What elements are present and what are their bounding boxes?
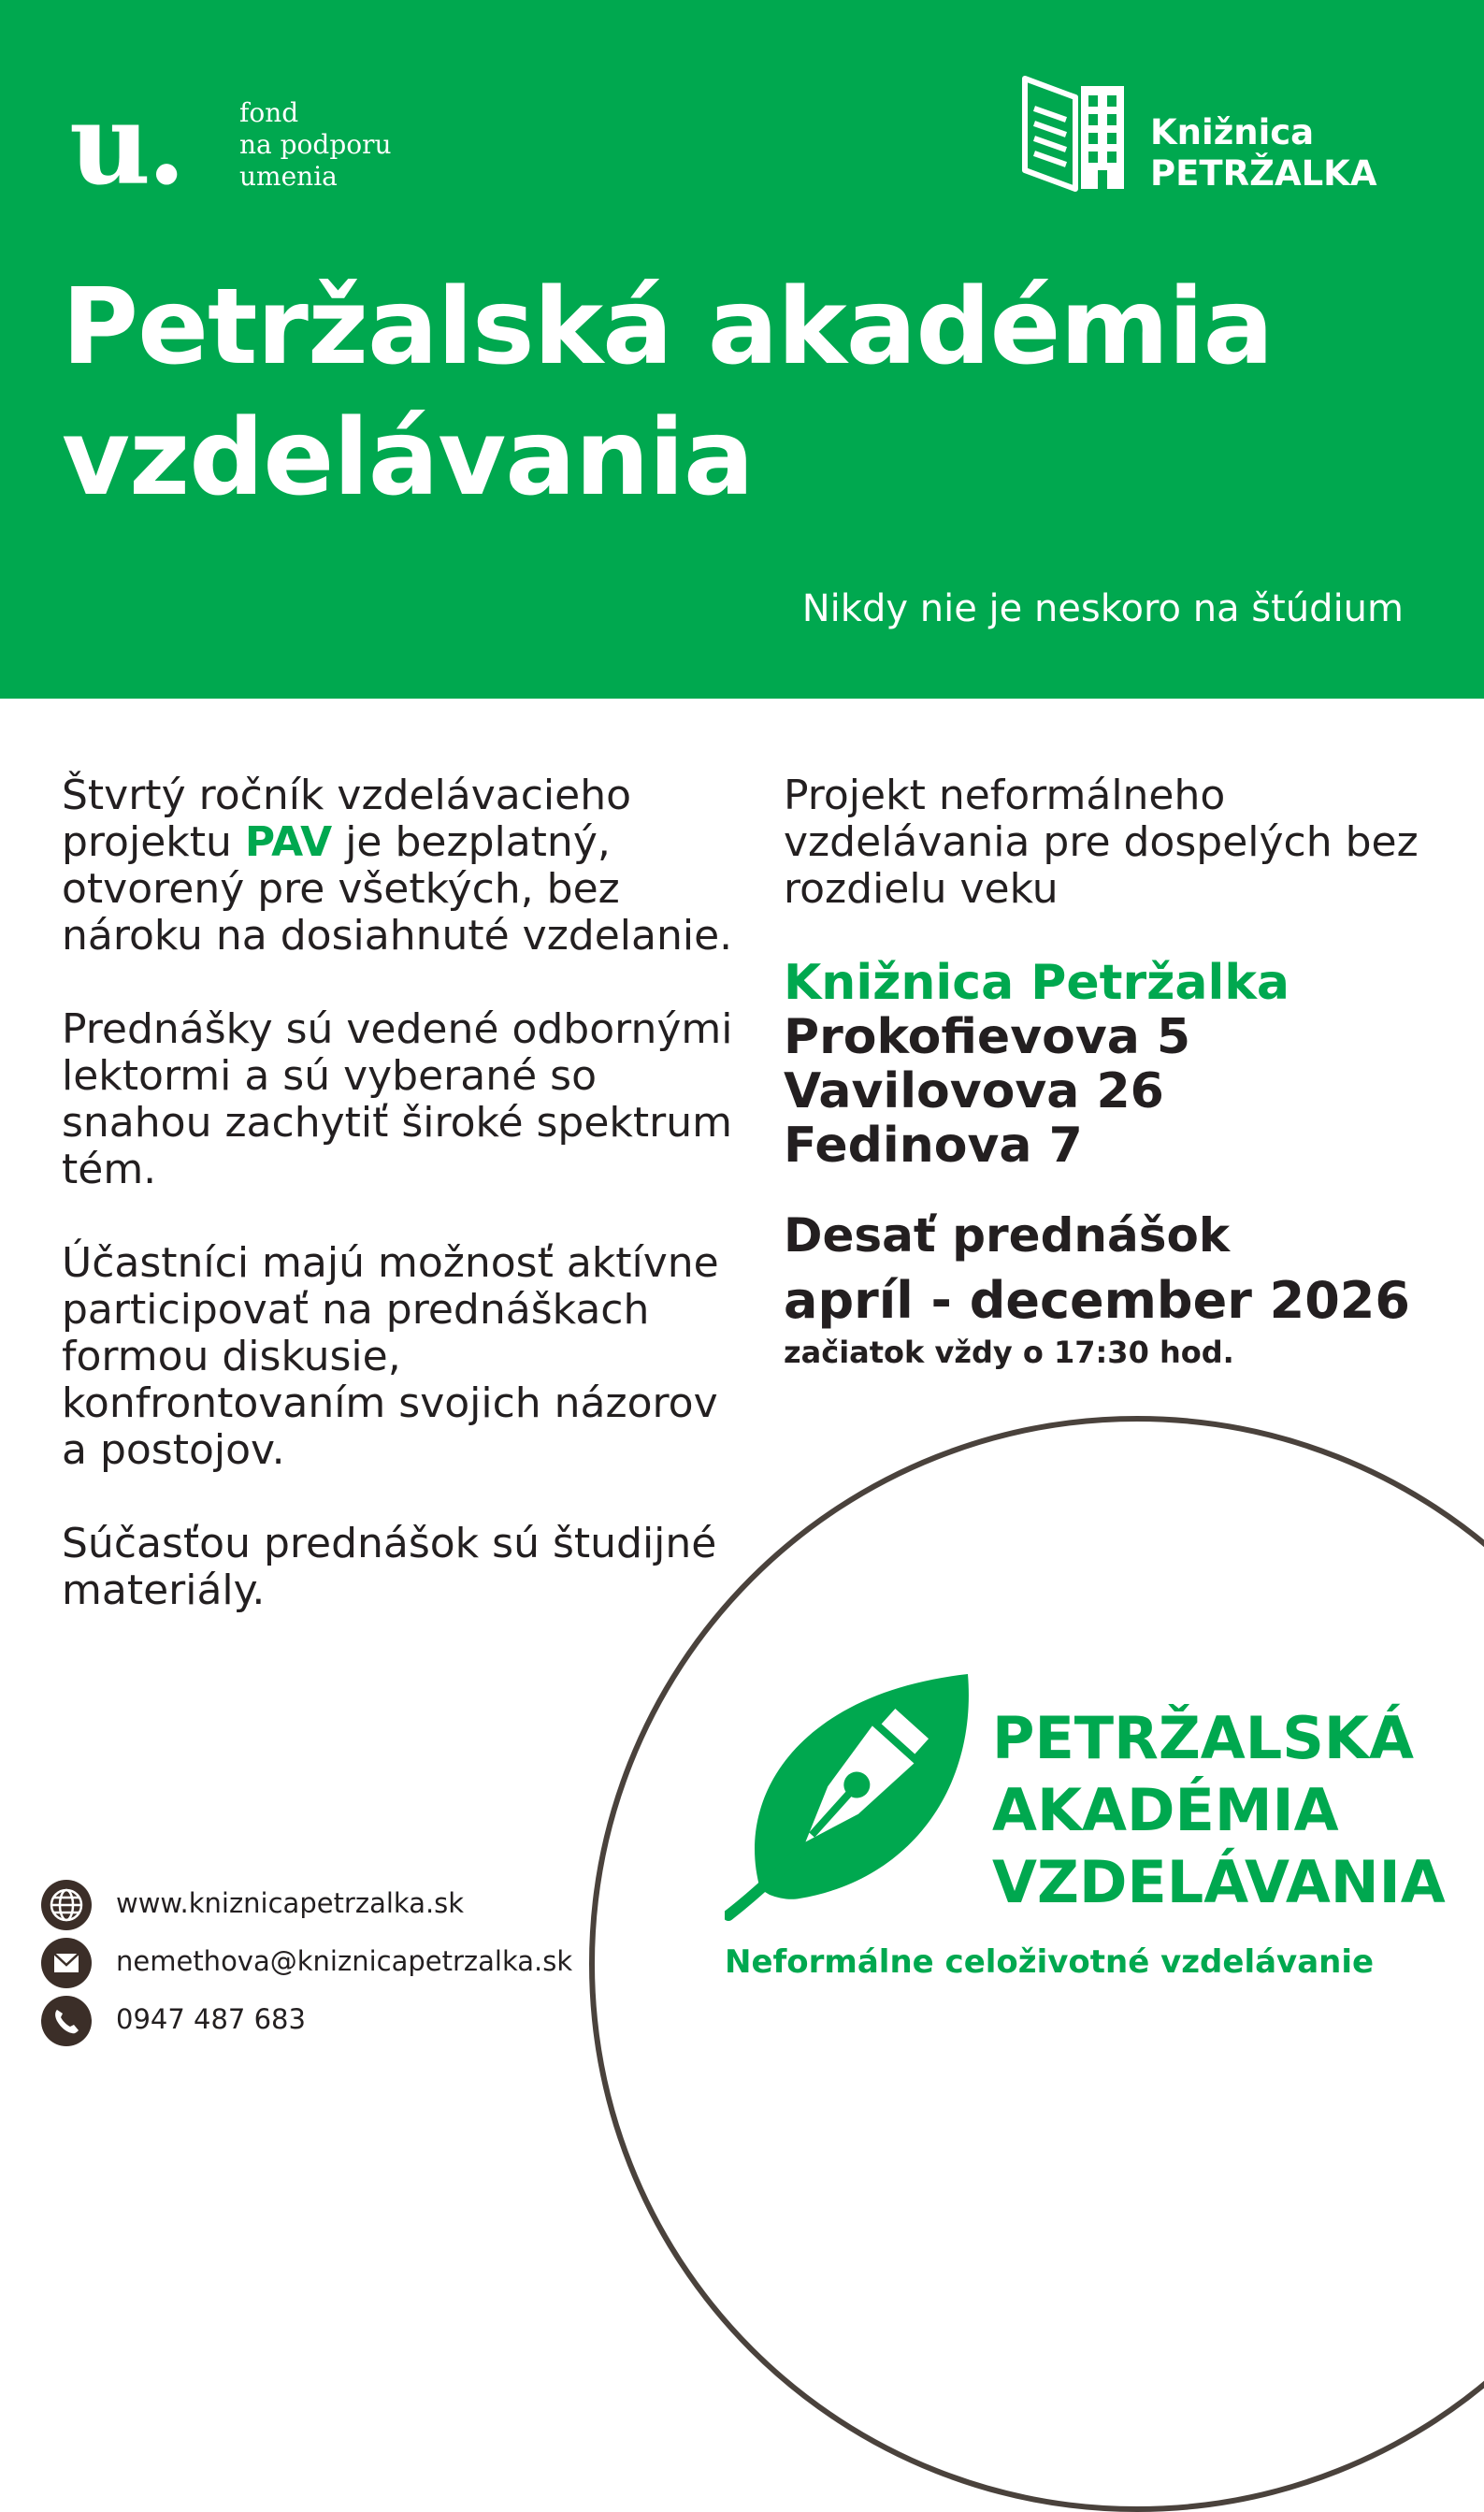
lectures-dates: apríl - december 2026 [784, 1271, 1410, 1330]
lectures-time: začiatok vždy o 17:30 hod. [784, 1335, 1234, 1370]
description-paragraph: Prednášky sú vedené odbornými lektormi a sú vyberané so snahou zachytiť široké spektrum tém. [62, 1005, 733, 1193]
phone-icon [41, 1996, 92, 2046]
description-paragraph [62, 772, 735, 960]
pav-tagline: Neformálne celoživotné vzdelávanie [725, 1943, 1375, 1981]
pav-logo-text [992, 1702, 1446, 1918]
fund-logo-mark: u. [69, 79, 183, 210]
pav-highlight: PAV [244, 818, 333, 866]
page-subtitle: Nikdy nie je neskoro na štúdium [801, 587, 1404, 630]
info-column [784, 772, 1438, 1371]
fund-logo-text [239, 97, 392, 193]
pav-logo-line3: VZDELÁVANIA [992, 1848, 1446, 1916]
library-logo-line2: PETRŽALKA [1150, 153, 1377, 194]
lectures-count: Desať prednášok [784, 1208, 1231, 1263]
pen-leaf-icon [725, 1665, 987, 1936]
library-logo-text [1150, 112, 1376, 195]
p1-before: Štvrtý ročník vzdelávacieho projektu [62, 772, 632, 866]
fund-logo [69, 79, 425, 210]
fund-logo-line: umenia [239, 161, 338, 192]
pav-logo-line2: AKADÉMIA [992, 1776, 1339, 1844]
description-paragraph: Súčasťou prednášok sú študijné materiály. [62, 1520, 717, 1614]
page-title-line1: Petržalská akadémia [62, 267, 1274, 388]
page-title [62, 262, 1273, 524]
library-logo [1019, 73, 1393, 204]
fund-logo-line: fond [239, 97, 299, 128]
header-banner [0, 0, 1484, 699]
email-link[interactable]: nemethova@kniznicapetrzalka.sk [116, 1945, 573, 1977]
pav-logo [725, 1665, 1454, 1983]
lecture-info [784, 1203, 1438, 1371]
address-item: Vavilovova 26 [784, 1063, 1164, 1119]
book-building-icon [1019, 73, 1141, 195]
mail-icon [41, 1938, 92, 1988]
description-paragraph: Účastníci majú možnosť aktívne participovať na prednáškach formou diskusie, konfrontovaním svojich názorov a postojov. [62, 1239, 719, 1474]
website-link[interactable]: www.kniznicapetrzalka.sk [116, 1887, 465, 1919]
library-name: Knižnica Petržalka [784, 955, 1289, 1011]
fund-logo-line: na podporu [239, 129, 392, 160]
p1-after: je bezplatný, otvorený pre všetkých, bez nároku na dosiahnuté vzdelanie. [62, 818, 733, 960]
phone-link[interactable]: 0947 487 683 [116, 2003, 306, 2035]
globe-icon [41, 1880, 92, 1930]
pav-logo-line1: PETRŽALSKÁ [992, 1704, 1414, 1772]
location-block [784, 956, 1438, 1173]
page-title-line2: vzdelávania [62, 397, 754, 519]
library-logo-line1: Knižnica [1150, 112, 1315, 152]
address-item: Prokofievova 5 [784, 1009, 1191, 1065]
description-column [62, 772, 735, 1661]
project-description: Projekt neformálneho vzdelávania pre dospelých bez rozdielu veku [784, 772, 1419, 913]
address-item: Fedinova 7 [784, 1118, 1083, 1174]
